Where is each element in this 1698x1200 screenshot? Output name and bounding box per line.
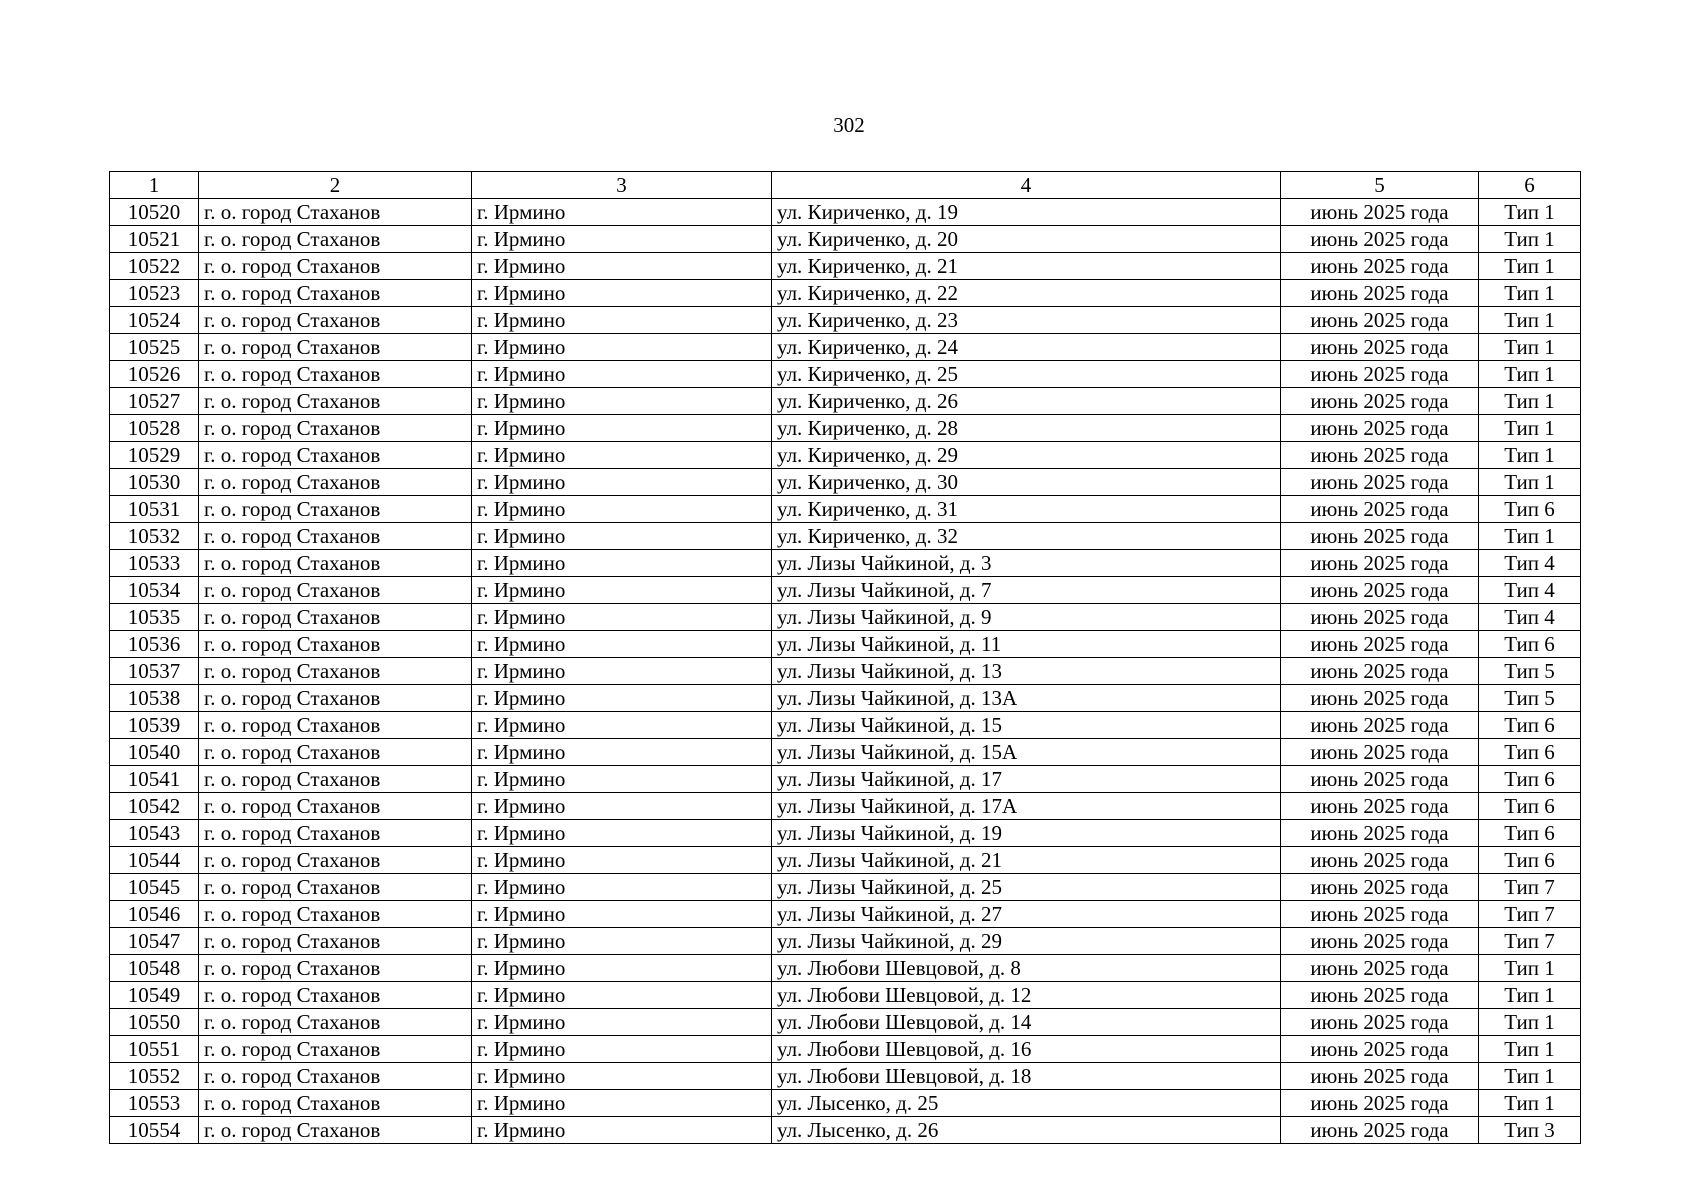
row-number-cell: 10526: [110, 361, 199, 388]
settlement-cell: г. Ирмино: [472, 928, 772, 955]
type-cell: Тип 6: [1479, 496, 1581, 523]
table-row: [110, 874, 1581, 901]
date-cell: июнь 2025 года: [1281, 1090, 1479, 1117]
type-cell: Тип 1: [1479, 253, 1581, 280]
date-cell: июнь 2025 года: [1281, 1117, 1479, 1144]
type-cell: Тип 1: [1479, 361, 1581, 388]
type-cell: Тип 6: [1479, 793, 1581, 820]
settlement-cell: г. Ирмино: [472, 982, 772, 1009]
settlement-cell: г. Ирмино: [472, 955, 772, 982]
district-cell: г. о. город Стаханов: [199, 1036, 472, 1063]
settlement-cell: г. Ирмино: [472, 469, 772, 496]
housing-table: [109, 171, 1581, 1144]
table-row: [110, 1063, 1581, 1090]
address-cell: ул. Кириченко, д. 22: [772, 280, 1281, 307]
table-row: [110, 1090, 1581, 1117]
table-row: [110, 496, 1581, 523]
district-cell: г. о. город Стаханов: [199, 604, 472, 631]
settlement-cell: г. Ирмино: [472, 604, 772, 631]
date-cell: июнь 2025 года: [1281, 820, 1479, 847]
settlement-cell: г. Ирмино: [472, 1036, 772, 1063]
type-cell: Тип 7: [1479, 928, 1581, 955]
settlement-cell: г. Ирмино: [472, 874, 772, 901]
date-cell: июнь 2025 года: [1281, 604, 1479, 631]
row-number-cell: 10529: [110, 442, 199, 469]
type-cell: Тип 6: [1479, 820, 1581, 847]
row-number-cell: 10553: [110, 1090, 199, 1117]
date-cell: июнь 2025 года: [1281, 766, 1479, 793]
type-cell: Тип 5: [1479, 658, 1581, 685]
date-cell: июнь 2025 года: [1281, 469, 1479, 496]
table-row: [110, 280, 1581, 307]
address-cell: ул. Кириченко, д. 24: [772, 334, 1281, 361]
settlement-cell: г. Ирмино: [472, 253, 772, 280]
address-cell: ул. Кириченко, д. 20: [772, 226, 1281, 253]
type-cell: Тип 1: [1479, 388, 1581, 415]
district-cell: г. о. город Стаханов: [199, 901, 472, 928]
date-cell: июнь 2025 года: [1281, 739, 1479, 766]
row-number-cell: 10546: [110, 901, 199, 928]
address-cell: ул. Любови Шевцовой, д. 12: [772, 982, 1281, 1009]
address-cell: ул. Лысенко, д. 25: [772, 1090, 1281, 1117]
address-cell: ул. Лизы Чайкиной, д. 7: [772, 577, 1281, 604]
date-cell: июнь 2025 года: [1281, 577, 1479, 604]
table-row: [110, 793, 1581, 820]
table-row: [110, 982, 1581, 1009]
settlement-cell: г. Ирмино: [472, 280, 772, 307]
date-cell: июнь 2025 года: [1281, 631, 1479, 658]
date-cell: июнь 2025 года: [1281, 1009, 1479, 1036]
row-number-cell: 10541: [110, 766, 199, 793]
settlement-cell: г. Ирмино: [472, 334, 772, 361]
settlement-cell: г. Ирмино: [472, 793, 772, 820]
settlement-cell: г. Ирмино: [472, 847, 772, 874]
table-row: [110, 1009, 1581, 1036]
district-cell: г. о. город Стаханов: [199, 739, 472, 766]
date-cell: июнь 2025 года: [1281, 199, 1479, 226]
settlement-cell: г. Ирмино: [472, 550, 772, 577]
table-row: [110, 577, 1581, 604]
row-number-cell: 10531: [110, 496, 199, 523]
row-number-cell: 10544: [110, 847, 199, 874]
address-cell: ул. Кириченко, д. 25: [772, 361, 1281, 388]
settlement-cell: г. Ирмино: [472, 388, 772, 415]
district-cell: г. о. город Стаханов: [199, 1117, 472, 1144]
district-cell: г. о. город Стаханов: [199, 1090, 472, 1117]
row-number-cell: 10530: [110, 469, 199, 496]
table-row: [110, 1036, 1581, 1063]
address-cell: ул. Лизы Чайкиной, д. 19: [772, 820, 1281, 847]
type-cell: Тип 7: [1479, 901, 1581, 928]
address-cell: ул. Лизы Чайкиной, д. 3: [772, 550, 1281, 577]
settlement-cell: г. Ирмино: [472, 712, 772, 739]
date-cell: июнь 2025 года: [1281, 685, 1479, 712]
date-cell: июнь 2025 года: [1281, 253, 1479, 280]
address-cell: ул. Лизы Чайкиной, д. 11: [772, 631, 1281, 658]
type-cell: Тип 1: [1479, 1036, 1581, 1063]
address-cell: ул. Любови Шевцовой, д. 16: [772, 1036, 1281, 1063]
row-number-cell: 10522: [110, 253, 199, 280]
column-header-2: 2: [199, 172, 472, 199]
table-row: [110, 658, 1581, 685]
row-number-cell: 10525: [110, 334, 199, 361]
address-cell: ул. Лизы Чайкиной, д. 15: [772, 712, 1281, 739]
row-number-cell: 10552: [110, 1063, 199, 1090]
type-cell: Тип 1: [1479, 1090, 1581, 1117]
type-cell: Тип 1: [1479, 280, 1581, 307]
settlement-cell: г. Ирмино: [472, 1090, 772, 1117]
date-cell: июнь 2025 года: [1281, 361, 1479, 388]
table-row: [110, 388, 1581, 415]
column-header-1: 1: [110, 172, 199, 199]
settlement-cell: г. Ирмино: [472, 766, 772, 793]
row-number-cell: 10524: [110, 307, 199, 334]
district-cell: г. о. город Стаханов: [199, 1063, 472, 1090]
settlement-cell: г. Ирмино: [472, 415, 772, 442]
settlement-cell: г. Ирмино: [472, 739, 772, 766]
date-cell: июнь 2025 года: [1281, 334, 1479, 361]
row-number-cell: 10547: [110, 928, 199, 955]
district-cell: г. о. город Стаханов: [199, 334, 472, 361]
type-cell: Тип 6: [1479, 847, 1581, 874]
type-cell: Тип 1: [1479, 1063, 1581, 1090]
table-row: [110, 226, 1581, 253]
settlement-cell: г. Ирмино: [472, 226, 772, 253]
row-number-cell: 10540: [110, 739, 199, 766]
type-cell: Тип 1: [1479, 226, 1581, 253]
row-number-cell: 10521: [110, 226, 199, 253]
address-cell: ул. Лысенко, д. 26: [772, 1117, 1281, 1144]
table-row: [110, 307, 1581, 334]
settlement-cell: г. Ирмино: [472, 442, 772, 469]
type-cell: Тип 1: [1479, 334, 1581, 361]
address-cell: ул. Лизы Чайкиной, д. 21: [772, 847, 1281, 874]
district-cell: г. о. город Стаханов: [199, 523, 472, 550]
date-cell: июнь 2025 года: [1281, 658, 1479, 685]
type-cell: Тип 7: [1479, 874, 1581, 901]
address-cell: ул. Кириченко, д. 30: [772, 469, 1281, 496]
table-row: [110, 766, 1581, 793]
district-cell: г. о. город Стаханов: [199, 307, 472, 334]
address-cell: ул. Кириченко, д. 32: [772, 523, 1281, 550]
district-cell: г. о. город Стаханов: [199, 685, 472, 712]
row-number-cell: 10543: [110, 820, 199, 847]
table-row: [110, 469, 1581, 496]
district-cell: г. о. город Стаханов: [199, 577, 472, 604]
type-cell: Тип 6: [1479, 739, 1581, 766]
row-number-cell: 10539: [110, 712, 199, 739]
row-number-cell: 10548: [110, 955, 199, 982]
row-number-cell: 10535: [110, 604, 199, 631]
row-number-cell: 10536: [110, 631, 199, 658]
settlement-cell: г. Ирмино: [472, 685, 772, 712]
address-cell: ул. Лизы Чайкиной, д. 9: [772, 604, 1281, 631]
table-row: [110, 847, 1581, 874]
row-number-cell: 10537: [110, 658, 199, 685]
row-number-cell: 10554: [110, 1117, 199, 1144]
date-cell: июнь 2025 года: [1281, 982, 1479, 1009]
type-cell: Тип 1: [1479, 955, 1581, 982]
type-cell: Тип 4: [1479, 577, 1581, 604]
type-cell: Тип 1: [1479, 307, 1581, 334]
table-row: [110, 685, 1581, 712]
table-row: [110, 442, 1581, 469]
district-cell: г. о. город Стаханов: [199, 955, 472, 982]
table-header-row: [110, 172, 1581, 199]
address-cell: ул. Кириченко, д. 29: [772, 442, 1281, 469]
row-number-cell: 10549: [110, 982, 199, 1009]
settlement-cell: г. Ирмино: [472, 1063, 772, 1090]
district-cell: г. о. город Стаханов: [199, 226, 472, 253]
table-row: [110, 253, 1581, 280]
settlement-cell: г. Ирмино: [472, 631, 772, 658]
district-cell: г. о. город Стаханов: [199, 982, 472, 1009]
address-cell: ул. Лизы Чайкиной, д. 17А: [772, 793, 1281, 820]
district-cell: г. о. город Стаханов: [199, 469, 472, 496]
date-cell: июнь 2025 года: [1281, 793, 1479, 820]
type-cell: Тип 5: [1479, 685, 1581, 712]
settlement-cell: г. Ирмино: [472, 307, 772, 334]
address-cell: ул. Кириченко, д. 23: [772, 307, 1281, 334]
settlement-cell: г. Ирмино: [472, 1009, 772, 1036]
page-number: 302: [833, 113, 865, 137]
table-row: [110, 739, 1581, 766]
district-cell: г. о. город Стаханов: [199, 847, 472, 874]
district-cell: г. о. город Стаханов: [199, 793, 472, 820]
row-number-cell: 10550: [110, 1009, 199, 1036]
district-cell: г. о. город Стаханов: [199, 388, 472, 415]
row-number-cell: 10528: [110, 415, 199, 442]
district-cell: г. о. город Стаханов: [199, 199, 472, 226]
type-cell: Тип 4: [1479, 604, 1581, 631]
row-number-cell: 10532: [110, 523, 199, 550]
settlement-cell: г. Ирмино: [472, 361, 772, 388]
district-cell: г. о. город Стаханов: [199, 1009, 472, 1036]
address-cell: ул. Лизы Чайкиной, д. 13: [772, 658, 1281, 685]
table-row: [110, 334, 1581, 361]
row-number-cell: 10545: [110, 874, 199, 901]
district-cell: г. о. город Стаханов: [199, 253, 472, 280]
column-header-3: 3: [472, 172, 772, 199]
type-cell: Тип 6: [1479, 712, 1581, 739]
row-number-cell: 10538: [110, 685, 199, 712]
type-cell: Тип 1: [1479, 982, 1581, 1009]
type-cell: Тип 1: [1479, 523, 1581, 550]
table-row: [110, 199, 1581, 226]
type-cell: Тип 1: [1479, 1009, 1581, 1036]
date-cell: июнь 2025 года: [1281, 415, 1479, 442]
address-cell: ул. Лизы Чайкиной, д. 13А: [772, 685, 1281, 712]
table-row: [110, 415, 1581, 442]
table-row: [110, 1117, 1581, 1144]
type-cell: Тип 1: [1479, 199, 1581, 226]
date-cell: июнь 2025 года: [1281, 928, 1479, 955]
type-cell: Тип 1: [1479, 469, 1581, 496]
table-row: [110, 631, 1581, 658]
district-cell: г. о. город Стаханов: [199, 550, 472, 577]
table-row: [110, 604, 1581, 631]
row-number-cell: 10551: [110, 1036, 199, 1063]
settlement-cell: г. Ирмино: [472, 820, 772, 847]
type-cell: Тип 1: [1479, 442, 1581, 469]
settlement-cell: г. Ирмино: [472, 901, 772, 928]
address-cell: ул. Лизы Чайкиной, д. 15А: [772, 739, 1281, 766]
address-cell: ул. Кириченко, д. 28: [772, 415, 1281, 442]
address-cell: ул. Любови Шевцовой, д. 18: [772, 1063, 1281, 1090]
table-row: [110, 820, 1581, 847]
date-cell: июнь 2025 года: [1281, 901, 1479, 928]
date-cell: июнь 2025 года: [1281, 442, 1479, 469]
district-cell: г. о. город Стаханов: [199, 928, 472, 955]
table-row: [110, 901, 1581, 928]
table-row: [110, 361, 1581, 388]
address-cell: ул. Кириченко, д. 31: [772, 496, 1281, 523]
address-cell: ул. Кириченко, д. 19: [772, 199, 1281, 226]
date-cell: июнь 2025 года: [1281, 226, 1479, 253]
district-cell: г. о. город Стаханов: [199, 442, 472, 469]
table-row: [110, 523, 1581, 550]
district-cell: г. о. город Стаханов: [199, 766, 472, 793]
row-number-cell: 10527: [110, 388, 199, 415]
district-cell: г. о. город Стаханов: [199, 415, 472, 442]
district-cell: г. о. город Стаханов: [199, 820, 472, 847]
date-cell: июнь 2025 года: [1281, 847, 1479, 874]
address-cell: ул. Кириченко, д. 21: [772, 253, 1281, 280]
district-cell: г. о. город Стаханов: [199, 631, 472, 658]
date-cell: июнь 2025 года: [1281, 1036, 1479, 1063]
address-cell: ул. Лизы Чайкиной, д. 25: [772, 874, 1281, 901]
table-row: [110, 712, 1581, 739]
date-cell: июнь 2025 года: [1281, 712, 1479, 739]
row-number-cell: 10533: [110, 550, 199, 577]
row-number-cell: 10542: [110, 793, 199, 820]
address-cell: ул. Любови Шевцовой, д. 8: [772, 955, 1281, 982]
settlement-cell: г. Ирмино: [472, 199, 772, 226]
table-row: [110, 955, 1581, 982]
type-cell: Тип 3: [1479, 1117, 1581, 1144]
date-cell: июнь 2025 года: [1281, 1063, 1479, 1090]
address-cell: ул. Лизы Чайкиной, д. 27: [772, 901, 1281, 928]
type-cell: Тип 1: [1479, 415, 1581, 442]
district-cell: г. о. город Стаханов: [199, 361, 472, 388]
settlement-cell: г. Ирмино: [472, 658, 772, 685]
settlement-cell: г. Ирмино: [472, 523, 772, 550]
date-cell: июнь 2025 года: [1281, 307, 1479, 334]
table-body: [110, 199, 1581, 1144]
settlement-cell: г. Ирмино: [472, 1117, 772, 1144]
column-header-4: 4: [772, 172, 1281, 199]
column-header-6: 6: [1479, 172, 1581, 199]
settlement-cell: г. Ирмино: [472, 577, 772, 604]
row-number-cell: 10520: [110, 199, 199, 226]
type-cell: Тип 6: [1479, 766, 1581, 793]
settlement-cell: г. Ирмино: [472, 496, 772, 523]
address-cell: ул. Любови Шевцовой, д. 14: [772, 1009, 1281, 1036]
district-cell: г. о. город Стаханов: [199, 280, 472, 307]
address-cell: ул. Кириченко, д. 26: [772, 388, 1281, 415]
date-cell: июнь 2025 года: [1281, 496, 1479, 523]
type-cell: Тип 6: [1479, 631, 1581, 658]
type-cell: Тип 4: [1479, 550, 1581, 577]
table-row: [110, 550, 1581, 577]
date-cell: июнь 2025 года: [1281, 955, 1479, 982]
district-cell: г. о. город Стаханов: [199, 496, 472, 523]
row-number-cell: 10523: [110, 280, 199, 307]
table-row: [110, 928, 1581, 955]
date-cell: июнь 2025 года: [1281, 388, 1479, 415]
district-cell: г. о. город Стаханов: [199, 712, 472, 739]
date-cell: июнь 2025 года: [1281, 874, 1479, 901]
date-cell: июнь 2025 года: [1281, 280, 1479, 307]
column-header-5: 5: [1281, 172, 1479, 199]
date-cell: июнь 2025 года: [1281, 550, 1479, 577]
address-cell: ул. Лизы Чайкиной, д. 29: [772, 928, 1281, 955]
district-cell: г. о. город Стаханов: [199, 874, 472, 901]
address-cell: ул. Лизы Чайкиной, д. 17: [772, 766, 1281, 793]
district-cell: г. о. город Стаханов: [199, 658, 472, 685]
date-cell: июнь 2025 года: [1281, 523, 1479, 550]
row-number-cell: 10534: [110, 577, 199, 604]
